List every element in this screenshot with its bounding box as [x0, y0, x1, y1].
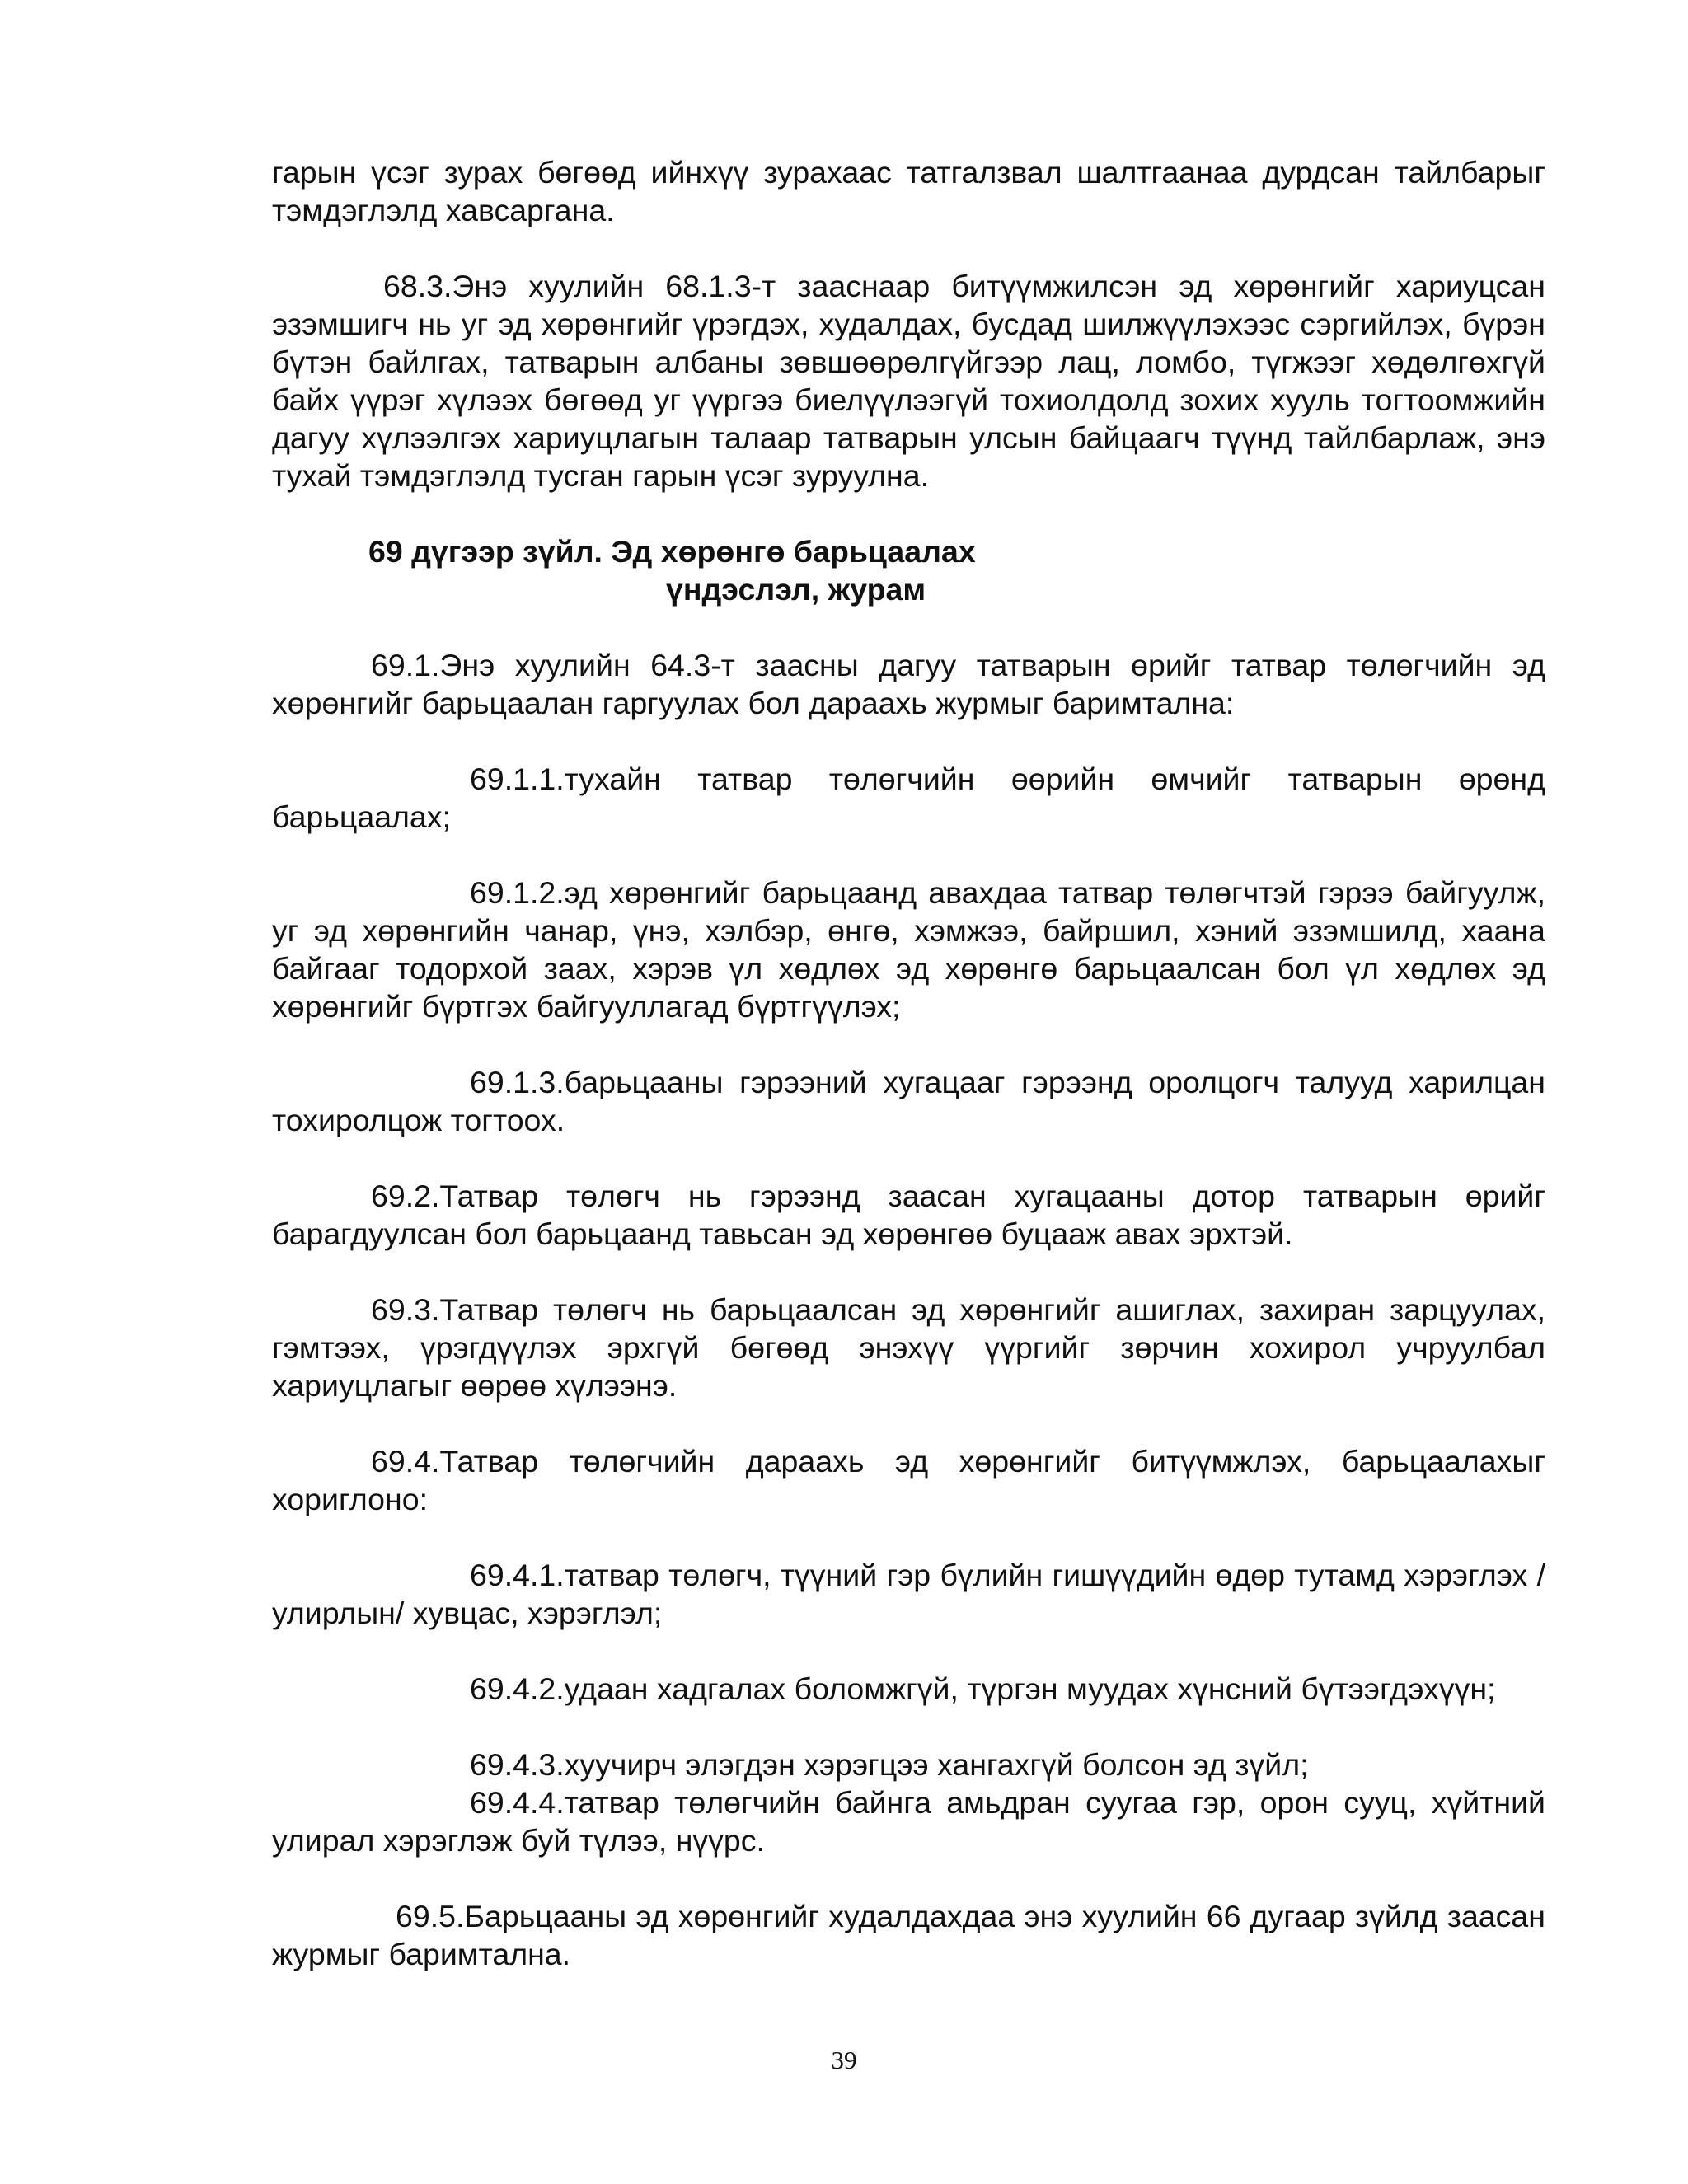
clause-69-4-2: 69.4.2.удаан хадгалах боломжгүй, түргэн муудах хүнсний бүтээгдэхүүн; [470, 1671, 1496, 1706]
clause-69-1-2: 69.1.2.эд хөрөнгийг барьцаанд авахдаа татвар төлөгчтэй гэрээ байгуулж, уг эд хөрөнгийн чанар, үнэ, хэлбэр, өнгө, хэмжээ, байршил, хэний эзэмшилд, хаана байгааг тодорхой заах, хэрэв үл хөдлөх эд хөрөнгө барьцаалсан бол үл хөдлөх эд хөрөнгийг бүртгэх байгууллагад бүртгүүлэх; [272, 875, 1545, 1024]
clause-69-1-3: 69.1.3.барьцааны гэрээний хугацааг гэрээнд оролцогч талууд харилцан тохиролцож тогтоох. [272, 1065, 1545, 1137]
clause-69-4-1: 69.4.1.татвар төлөгч, түүний гэр бүлийн гишүүдийн өдөр тутамд хэрэглэх /улирлын/ хувцас, хэрэглэл; [272, 1558, 1545, 1630]
clause-69-2: 69.2.Татвар төлөгч нь гэрээнд заасан хугацааны дотор татварын өрийг барагдуулсан бол барьцаанд тавьсан эд хөрөнгөө буцааж авах эрхтэй. [272, 1179, 1545, 1251]
article-69-heading [272, 532, 1545, 608]
paragraph-continuation: гарын үсэг зурах бөгөөд ийнхүү зурахаас татгалзвал шалтгаанаа дурдсан тайлбарыг тэмдэглэлд хавсаргана. [272, 155, 1545, 227]
page-number: 39 [831, 2046, 857, 2074]
clause-69-1: 69.1.Энэ хуулийн 64.3-т заасны дагуу татварын өрийг татвар төлөгчийн эд хөрөнгийг барьцаалан гаргуулах бол дараахь журмыг баримтална: [272, 648, 1545, 720]
clause-69-4: 69.4.Татвар төлөгчийн дараахь эд хөрөнгийг битүүмжлэх, барьцаалахыг хориглоно: [272, 1444, 1545, 1516]
paragraph-68-3: 68.3.Энэ хуулийн 68.1.3-т зааснаар битүүмжилсэн эд хөрөнгийг хариуцсан эзэмшигч нь уг эд хөрөнгийг үрэгдэх, худалдах, бусдад шилжүүлэхээс сэргийлэх, бүрэн бүтэн байлгах, татварын албаны зөвшөөрөлгүйгээр лац, ломбо, түгжээг хөдөлгөхгүй байх үүрэг хүлээх бөгөөд уг үүргээ биелүүлээгүй тохиолдолд зохих хууль тогтоомжийн дагуу хүлээлгэх хариуцлагын талаар татварын улсын байцаагч түүнд тайлбарлаж, энэ тухай тэмдэглэлд тусган гарын үсэг зуруулна. [272, 269, 1545, 493]
clause-69-1-1: 69.1.1.тухайн татвар төлөгчийн өөрийн өмчийг татварын өрөнд барьцаалах; [272, 762, 1545, 834]
clause-69-3: 69.3.Татвар төлөгч нь барьцаалсан эд хөрөнгийг ашиглах, захиран зарцуулах, гэмтээх, үрэгдүүлэх эрхгүй бөгөөд энэхүү үүргийг зөрчин хохирол учруулбал хариуцлагыг өөрөө хүлээнэ. [272, 1292, 1545, 1403]
clause-69-4-4: 69.4.4.татвар төлөгчийн байнга амьдран суугаа гэр, орон сууц, хүйтний улирал хэрэглэж буй түлээ, нүүрс. [272, 1785, 1545, 1858]
article-heading-line1: 69 дүгээр зүйл. Эд хөрөнгө барьцаалах [368, 534, 976, 569]
clause-69-5: 69.5.Барьцааны эд хөрөнгийг худалдахдаа энэ хуулийн 66 дугаар зүйлд заасан журмыг баримтална. [272, 1899, 1545, 1971]
clause-69-4-3: 69.4.3.хуучирч элэгдэн хэрэгцээ хангахгүй болсон эд зүйл; [470, 1747, 1309, 1782]
article-heading-line2: үндэслэл, журам [666, 572, 926, 607]
document-page [272, 153, 1545, 1973]
